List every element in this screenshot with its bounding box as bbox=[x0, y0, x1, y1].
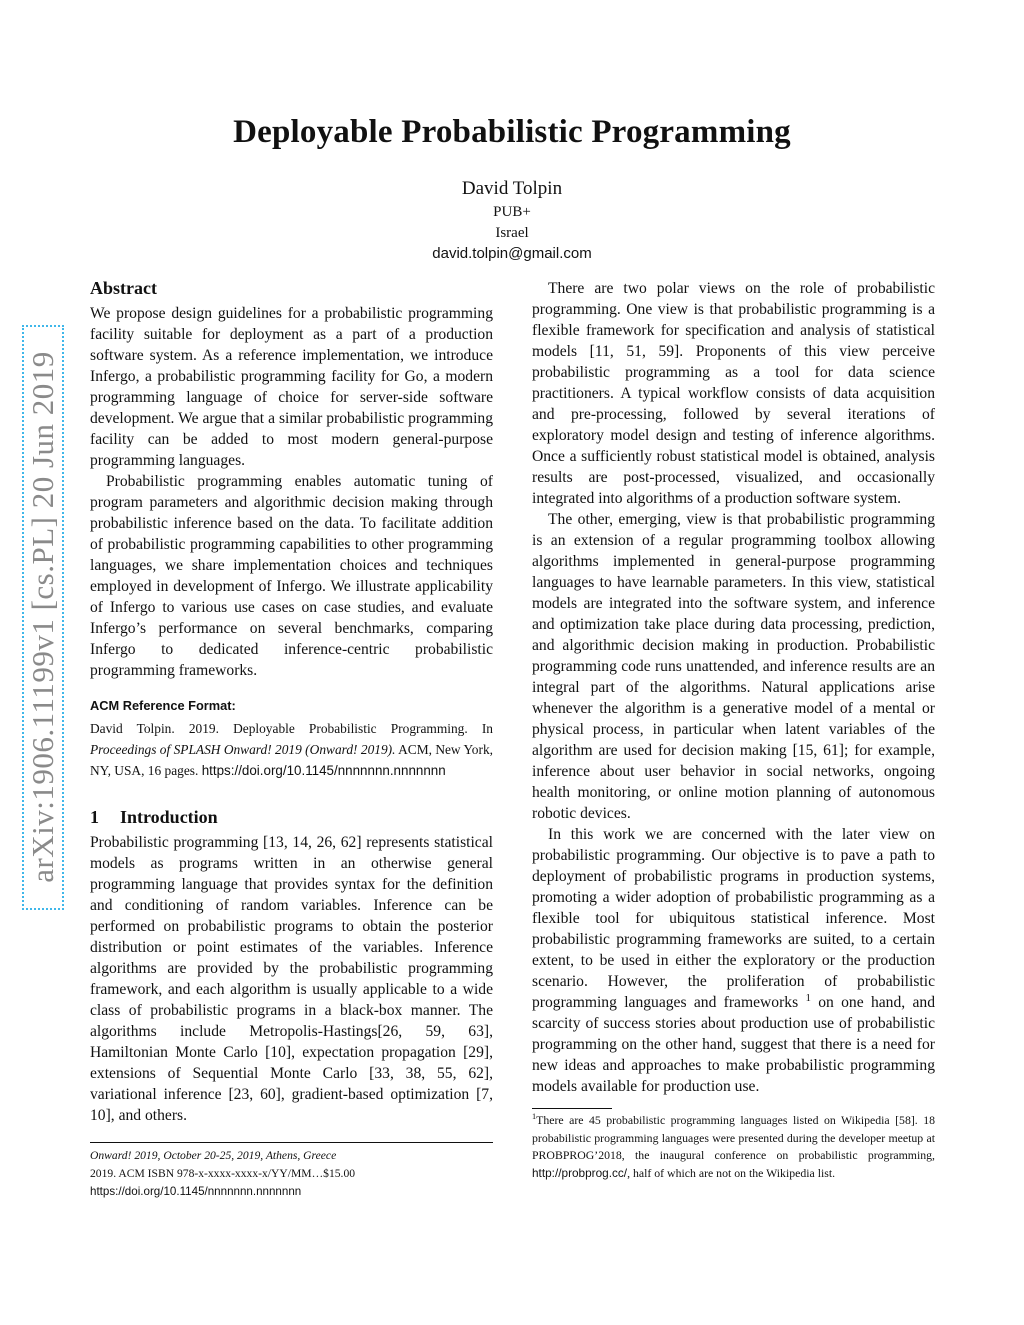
acm-reference-heading: ACM Reference Format: bbox=[90, 698, 236, 713]
footnote-number: 1 bbox=[532, 1112, 537, 1122]
intro-paragraph-4-text: In this work we are concerned with the later view on probabilistic programming. Our objective is to pave a path to deployment of probabilistic programs in production systems, promoting a wider adoption of probabilistic programming as a flexible tool for ubiquitous statistical inference. Most probabilistic programming frameworks are suited, to a certain extent, to be used in either the exploratory or the production scenario. However, the proliferation of probabilistic programming languages and frameworks bbox=[532, 826, 935, 1011]
arxiv-identifier[interactable]: arXiv:1906.11199v1 [cs.PL] 20 Jun 2019 bbox=[25, 351, 60, 883]
paper-title: Deployable Probabilistic Programming bbox=[233, 114, 791, 150]
acm-reference-doi-link[interactable]: https://doi.org/10.1145/nnnnnnn.nnnnnnn bbox=[201, 763, 446, 778]
acm-reference-prefix: David Tolpin. 2019. Deployable Probabilistic Programming. In bbox=[90, 721, 493, 736]
conference-doi-link[interactable]: https://doi.org/10.1145/nnnnnnn.nnnnnnn bbox=[90, 1185, 302, 1198]
author-name: David Tolpin bbox=[461, 178, 563, 199]
abstract-paragraph-2: Probabilistic programming enables automatic tuning of program parameters and algorithmic decision making through probabilistic inference based on the data. To facilitate addition of probabilistic programming capabilities to other programming languages, we share implementation choices and techniques employed in development of Infergo. We illustrate applicability of Infergo to various use cases on case studies, and evaluate Infergo’s performance on several benchmarks, comparing Infergo to dedicated inference-centric probabilistic programming frameworks. bbox=[90, 473, 493, 679]
footnote-1 bbox=[532, 1112, 935, 1182]
intro-paragraph-2: There are two polar views on the role of probabilistic programming. One view is that probabilistic programming is a flexible framework for specification and analysis of statistical models [11, 51, 59]. Proponents of this view perceive probabilistic programming as a tool for data science practitioners. A typical workflow consists of data acquisition and pre-processing, followed by several iterations of exploratory model design and testing of inference algorithms. Once a sufficiently robust statistical model is obtained, analysis results are post-processed, visualized, and occasionally integrated into algorithms of a production software system. bbox=[532, 280, 935, 507]
acm-reference-suffix: ACM, New York, NY, USA, 16 pages. bbox=[90, 742, 493, 778]
intro-paragraph-3: The other, emerging, view is that probabilistic programming is an extension of a regular programming toolbox allowing algorithms implemented in general-purpose programming languages to have learnable parameters. In this view, statistical models are integrated into the software system, and inference and optimization take place during data processing, prediction, and algorithmic decision making in production. Probabilistic programming code runs unattended, and inference results are an integral part of the algorithms. Natural applications arise whenever the algorithm is a generative model of a mental or physical process, in particular when latent variables of the algorithm are used for decision making [15, 61]; for example, inference about user behavior in social networks, ongoing health monitoring, or online motion planning of autonomous robotic devices. bbox=[532, 511, 935, 822]
left-column bbox=[90, 278, 493, 1126]
footnote-rule bbox=[532, 1108, 612, 1109]
intro-paragraph-4-text-continued: on one hand, and scarcity of success stories about production use of probabilistic programming on the other hand, suggest that there is a need for new ideas and approaches to make probabilistic programming models available for production use. bbox=[532, 994, 935, 1095]
conference-footer bbox=[90, 1147, 493, 1201]
footer-rule bbox=[90, 1142, 493, 1143]
author-affiliation: PUB+ bbox=[493, 204, 531, 220]
footnote-text: There are 45 probabilistic programming languages listed on Wikipedia [58]. 18 probabilistic programming languages were presented during the developer meetup at PROBPROG’2018, the inaugural conference on probabilistic programming, bbox=[532, 1113, 935, 1162]
abstract-heading: Abstract bbox=[90, 278, 157, 298]
section-title: Introduction bbox=[120, 807, 218, 827]
conference-isbn: 2019. ACM ISBN 978-x-xxxx-xxxx-x/YY/MM…$15.00 bbox=[90, 1167, 356, 1180]
footnote-text-end: , half of which are not on the Wikipedia list. bbox=[627, 1165, 836, 1180]
intro-paragraph-4 bbox=[532, 824, 935, 1097]
author-country: Israel bbox=[495, 225, 529, 241]
conference-venue: Onward! 2019, October 20-25, 2019, Athens, Greece bbox=[90, 1149, 337, 1162]
footnote-marker[interactable]: 1 bbox=[805, 991, 811, 1004]
abstract-paragraph-1: We propose design guidelines for a probabilistic programming facility suitable for deployment as a part of a production software system. As a reference implementation, we introduce Infergo, a probabilistic programming facility for Go, a modern programming language of choice for server-side software development. We argue that a similar probabilistic programming facility can be added to most modern general-purpose programming languages. bbox=[90, 305, 493, 469]
intro-paragraph-1: Probabilistic programming [13, 14, 26, 62] represents statistical models as programs written in an otherwise general programming language that provides syntax for the definition and conditioning of random variables. Inference can be performed on probabilistic programs to obtain the posterior distribution or point estimates of the variables. Inference algorithms are provided by the probabilistic programming framework, and each algorithm is usually applicable to a wide class of probabilistic programs in a black-box manner. The algorithms include Metropolis-Hastings[26, 59, 63], Hamiltonian Monte Carlo [10], expectation propagation [29], extensions of Sequential Monte Carlo [33, 38, 55, 62], variational inference [23, 60], gradient-based optimization [7, 10], and others. bbox=[90, 834, 493, 1124]
acm-reference-text bbox=[90, 718, 493, 781]
author-email[interactable]: david.tolpin@gmail.com bbox=[432, 245, 592, 262]
section-heading-introduction bbox=[90, 807, 493, 828]
acm-reference-venue: Proceedings of SPLASH Onward! 2019 (Onward! 2019). bbox=[90, 742, 396, 757]
right-column bbox=[532, 278, 935, 1097]
footnote-link[interactable]: http://probprog.cc/ bbox=[532, 1165, 628, 1180]
section-number: 1 bbox=[90, 807, 99, 827]
